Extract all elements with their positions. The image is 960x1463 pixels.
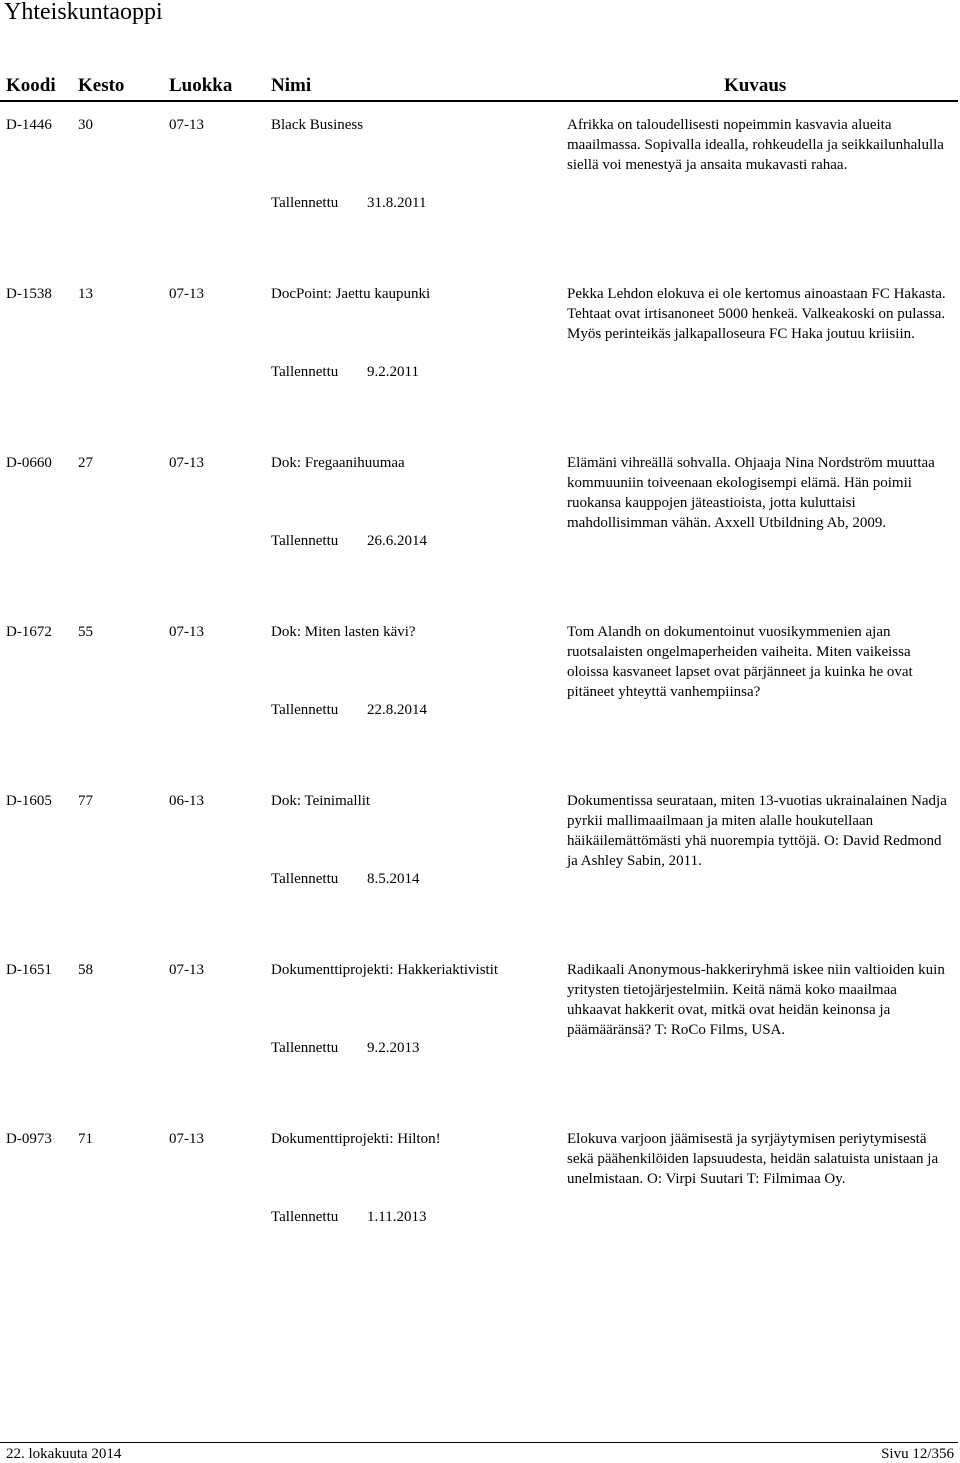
saved-label: Tallennettu [271,702,339,718]
record-class: 07-13 [169,117,204,133]
saved-date: 9.2.2011 [367,364,419,380]
table-row [0,960,960,1120]
record-name: Dokumenttiprojekti: Hakkeriaktivistit [271,962,499,978]
record-code: D-1605 [6,793,52,809]
record-name: Dokumenttiprojekti: Hilton! [271,1131,441,1147]
record-description: Elämäni vihreällä sohvalla. Ohjaaja Nina Nordström muuttaa kommuuniin toiveenaan ekologisempi elämä. Hän poimii ruokansa kauppojen jäteastioista, jotta kuluttaisi mahdollisimman vähän. Axxell Utbildning Ab, 2009. [567,455,935,531]
record-length: 30 [78,117,93,133]
footer-page-number: Sivu 12/356 [881,1446,954,1462]
record-length: 58 [78,962,93,978]
record-length: 77 [78,793,93,809]
saved-label: Tallennettu [271,1040,339,1056]
record-class: 07-13 [169,455,204,471]
record-name: Dok: Fregaanihuumaa [271,455,405,471]
record-code: D-0660 [6,455,52,471]
record-description: Dokumentissa seurataan, miten 13-vuotias ukrainalainen Nadja pyrkii mallimaailmaan ja miten alalle houkutellaan häikäilemättömästi yhä nuorempia tyttöjä. O: David Redmond ja Ashley Sabin, 2011. [567,793,947,869]
header-length: Kesto [78,75,125,96]
table-row [0,791,960,951]
table-row [0,1129,960,1289]
record-code: D-1672 [6,624,52,640]
record-name: Dok: Teinimallit [271,793,371,809]
record-class: 07-13 [169,286,204,302]
record-length: 27 [78,455,93,471]
record-class: 07-13 [169,1131,204,1147]
saved-label: Tallennettu [271,533,339,549]
footer-date: 22. lokakuuta 2014 [6,1446,122,1462]
table-row [0,453,960,613]
header-name: Nimi [271,75,312,96]
table-header [0,74,958,102]
record-description: Pekka Lehdon elokuva ei ole kertomus ainoastaan FC Hakasta. Tehtaat ovat irtisanoneet 5000 henkeä. Valkeakoski on pulassa. Myös perinteikäs jalkapalloseura FC Haka joutuu kriisiin. [567,286,946,342]
saved-label: Tallennettu [271,195,339,211]
saved-label: Tallennettu [271,364,339,380]
header-code: Koodi [6,75,56,96]
saved-date: 22.8.2014 [367,702,427,718]
table-row [0,115,960,275]
saved-label: Tallennettu [271,1209,339,1225]
record-name: DocPoint: Jaettu kaupunki [271,286,431,302]
header-class: Luokka [169,75,233,96]
table-row [0,284,960,444]
record-code: D-1538 [6,286,52,302]
saved-date: 31.8.2011 [367,195,427,211]
record-code: D-1651 [6,962,52,978]
record-length: 13 [78,286,93,302]
record-length: 71 [78,1131,93,1147]
record-description: Elokuva varjoon jäämisestä ja syrjäytymisen periytymisestä sekä päähenkilöiden lapsuudesta, heidän salatuista unistaan ja unelmistaan. O: Virpi Suutari T: Filmimaa Oy. [567,1131,939,1187]
record-description: Afrikka on taloudellisesti nopeimmin kasvavia alueita maailmassa. Sopivalla idealla, rohkeudella ja seikkailunhalulla siellä voi menestyä ja ansaita mukavasti rahaa. [567,117,944,173]
record-class: 06-13 [169,793,204,809]
record-code: D-0973 [6,1131,52,1147]
saved-date: 9.2.2013 [367,1040,420,1056]
record-name: Dok: Miten lasten kävi? [271,624,416,640]
record-code: D-1446 [6,117,52,133]
page-title: Yhteiskuntaoppi [4,0,163,25]
saved-date: 8.5.2014 [367,871,420,887]
footer-divider [0,1442,958,1443]
saved-date: 26.6.2014 [367,533,427,549]
header-description: Kuvaus [724,75,787,96]
record-description: Tom Alandh on dokumentoinut vuosikymmenien ajan ruotsalaisten ongelmaperheiden vaiheita. Miten vaikeissa oloissa kasvaneet lapset ovat pärjänneet ja kuinka he ovat pitäneet yhteyttä vanhempiinsa? [567,624,913,700]
record-class: 07-13 [169,962,204,978]
record-description: Radikaali Anonymous-hakkeriryhmä iskee niin valtioiden kuin yritysten tietojärjestelmiin. Keitä nämä koko maailmaa uhkaavat hakkerit ovat, mitkä ovat heidän keinonsa ja päämääränsä? T: RoCo Films, USA. [567,962,945,1038]
saved-label: Tallennettu [271,871,339,887]
saved-date: 1.11.2013 [367,1209,427,1225]
table-row [0,622,960,782]
record-name: Black Business [271,117,364,133]
record-class: 07-13 [169,624,204,640]
record-length: 55 [78,624,93,640]
